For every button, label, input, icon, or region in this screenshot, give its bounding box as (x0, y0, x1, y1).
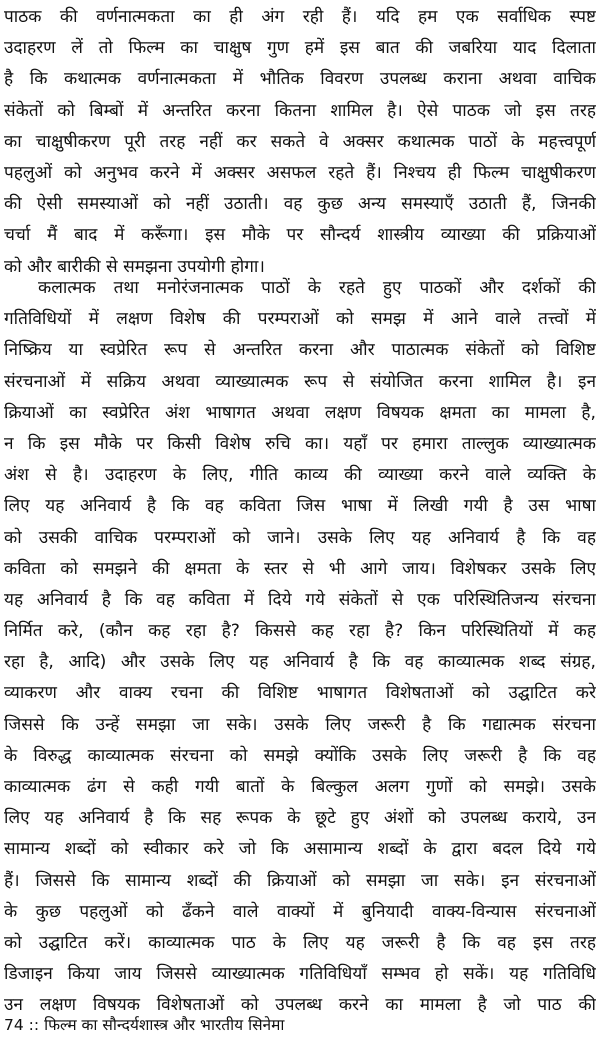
text-line: के कुछ पहलुओं को ढँकने वाले वाक्यों में बुनियादी वाक्य-विन्यास संरचनाओं (4, 901, 596, 922)
text-line: कलात्मक तथा मनोरंजनात्मक पाठों के रहते हुए पाठकों और दर्शकों की (38, 278, 596, 298)
text-line: को उद्घाटित करें। काव्यात्मक पाठ के लिए यह जरूरी है कि वह इस तरह (4, 932, 596, 953)
text-line: पहलुओं को अनुभव करने में अक्सर असफल रहते हैं। निश्चय ही फिल्म चाक्षुषीकरण (4, 162, 596, 183)
text-line: व्याकरण और वाक्य रचना की विशिष्ट भाषागत विशेषताओं को उद्घाटित करे (4, 683, 596, 704)
text-line: अंश से है। उदाहरण के लिए, गीति काव्य की व्याख्या करने वाले व्यक्ति के (4, 465, 596, 486)
text-line: डिजाइन किया जाय जिससे व्याख्यात्मक गतिविधियाँ सम्भव हो सकें। यह गतिविधि (4, 964, 596, 985)
text-line: को और बारीकी से समझना उपयोगी होगा। (4, 256, 265, 277)
text-line: क्रियाओं का स्वप्रेरित अंश भाषागत अथवा लक्षण विषयक क्षमता का मामला है, (4, 402, 596, 423)
paragraph-2 (4, 273, 596, 1022)
text-line: यह अनिवार्य है कि वह कविता में दिये गये संकेतों से एक परिस्थितिजन्य संरचना (4, 589, 596, 610)
text-line: का चाक्षुषीकरण पूरी तरह नहीं कर सकते वे अक्सर कथात्मक पाठों के महत्त्वपूर्ण (4, 131, 596, 152)
text-line: काव्यात्मक ढंग से कही गयी बातों के बिल्कुल अलग गुणों को समझे। उसके (4, 777, 596, 797)
text-line: पाठक की वर्णनात्मकता का ही अंग रही हैं। यदि हम एक सर्वाधिक स्पष्ट (4, 7, 596, 27)
footer-separator: :: (28, 1016, 40, 1034)
text-line: चर्चा मैं बाद में करूँगा। इस मौके पर सौन्दर्य शास्त्रीय व्याख्या की प्रक्रियाओं (4, 225, 596, 246)
page-footer (4, 1011, 284, 1039)
text-line: हैं। जिससे कि सामान्य शब्दों की क्रियाओं को समझा जा सके। इन संरचनाओं (4, 870, 596, 891)
text-line: को उसकी वाचिक परम्पराओं को जाने। उसके लिए यह अनिवार्य है कि वह (4, 527, 596, 548)
text-line: संकेतों को बिम्बों में अन्तरित करना कितना शामिल है। ऐसे पाठक जो इस तरह (4, 100, 596, 121)
text-line: रहा है, आदि) और उसके लिए यह अनिवार्य है कि वह काव्यात्मक शब्द संग्रह, (4, 652, 596, 673)
text-line: संरचनाओं में सक्रिय अथवा व्याख्यात्मक रूप से संयोजित करना शामिल है। इन (4, 371, 596, 392)
page-number: 74 (4, 1016, 24, 1034)
text-line: उन लक्षण विषयक विशेषताओं को उपलब्ध करने का मामला है जो पाठ की (4, 995, 596, 1016)
text-line: गतिविधियों में लक्षण विशेष की परम्पराओं को समझ में आने वाले तत्त्वों में (4, 309, 596, 330)
text-line: है कि कथात्मक वर्णनात्मकता में भौतिक विवरण उपलब्ध कराना अथवा वाचिक (4, 69, 596, 90)
text-line: निष्क्रिय या स्वप्रेरित रूप से अन्तरित करना और पाठात्मक संकेतों को विशिष्ट (4, 340, 596, 361)
text-line: की ऐसी समस्याओं को नहीं उठाती। वह कुछ अन्य समस्याएँ उठाती हैं, जिनकी (4, 194, 596, 215)
text-line: जिससे कि उन्हें समझा जा सके। उसके लिए जरूरी है कि गद्यात्मक संरचना (4, 714, 596, 735)
text-line: निर्मित करे, (कौन कह रहा है? किससे कह रहा है? किन परिस्थितियों में कह (4, 621, 596, 642)
text-line: के विरुद्ध काव्यात्मक संरचना को समझे क्योंकि उसके लिए जरूरी है कि वह (4, 745, 596, 766)
paragraph-1 (4, 2, 596, 283)
text-line: न कि इस मौके पर किसी विशेष रुचि का। यहाँ पर हमारा ताल्लुक व्याख्यात्मक (4, 433, 596, 454)
text-line: उदाहरण लें तो फिल्म का चाक्षुष गुण हमें इस बात की जबरिया याद दिलाता (4, 38, 596, 59)
text-line: कविता को समझने की क्षमता के स्तर से भी आगे जाय। विशेषकर उसके लिए (4, 558, 596, 579)
text-line: लिए यह अनिवार्य है कि सह रूपक के छूटे हुए अंशों को उपलब्ध कराये, उन (4, 808, 596, 829)
text-line: लिए यह अनिवार्य है कि वह कविता जिस भाषा में लिखी गयी है उस भाषा (4, 496, 596, 517)
book-title: फिल्म का सौन्दर्यशास्त्र और भारतीय सिनेमा (44, 1016, 285, 1034)
text-line: सामान्य शब्दों को स्वीकार करे जो कि असामान्य शब्दों के द्वारा बदल दिये गये (4, 839, 596, 860)
